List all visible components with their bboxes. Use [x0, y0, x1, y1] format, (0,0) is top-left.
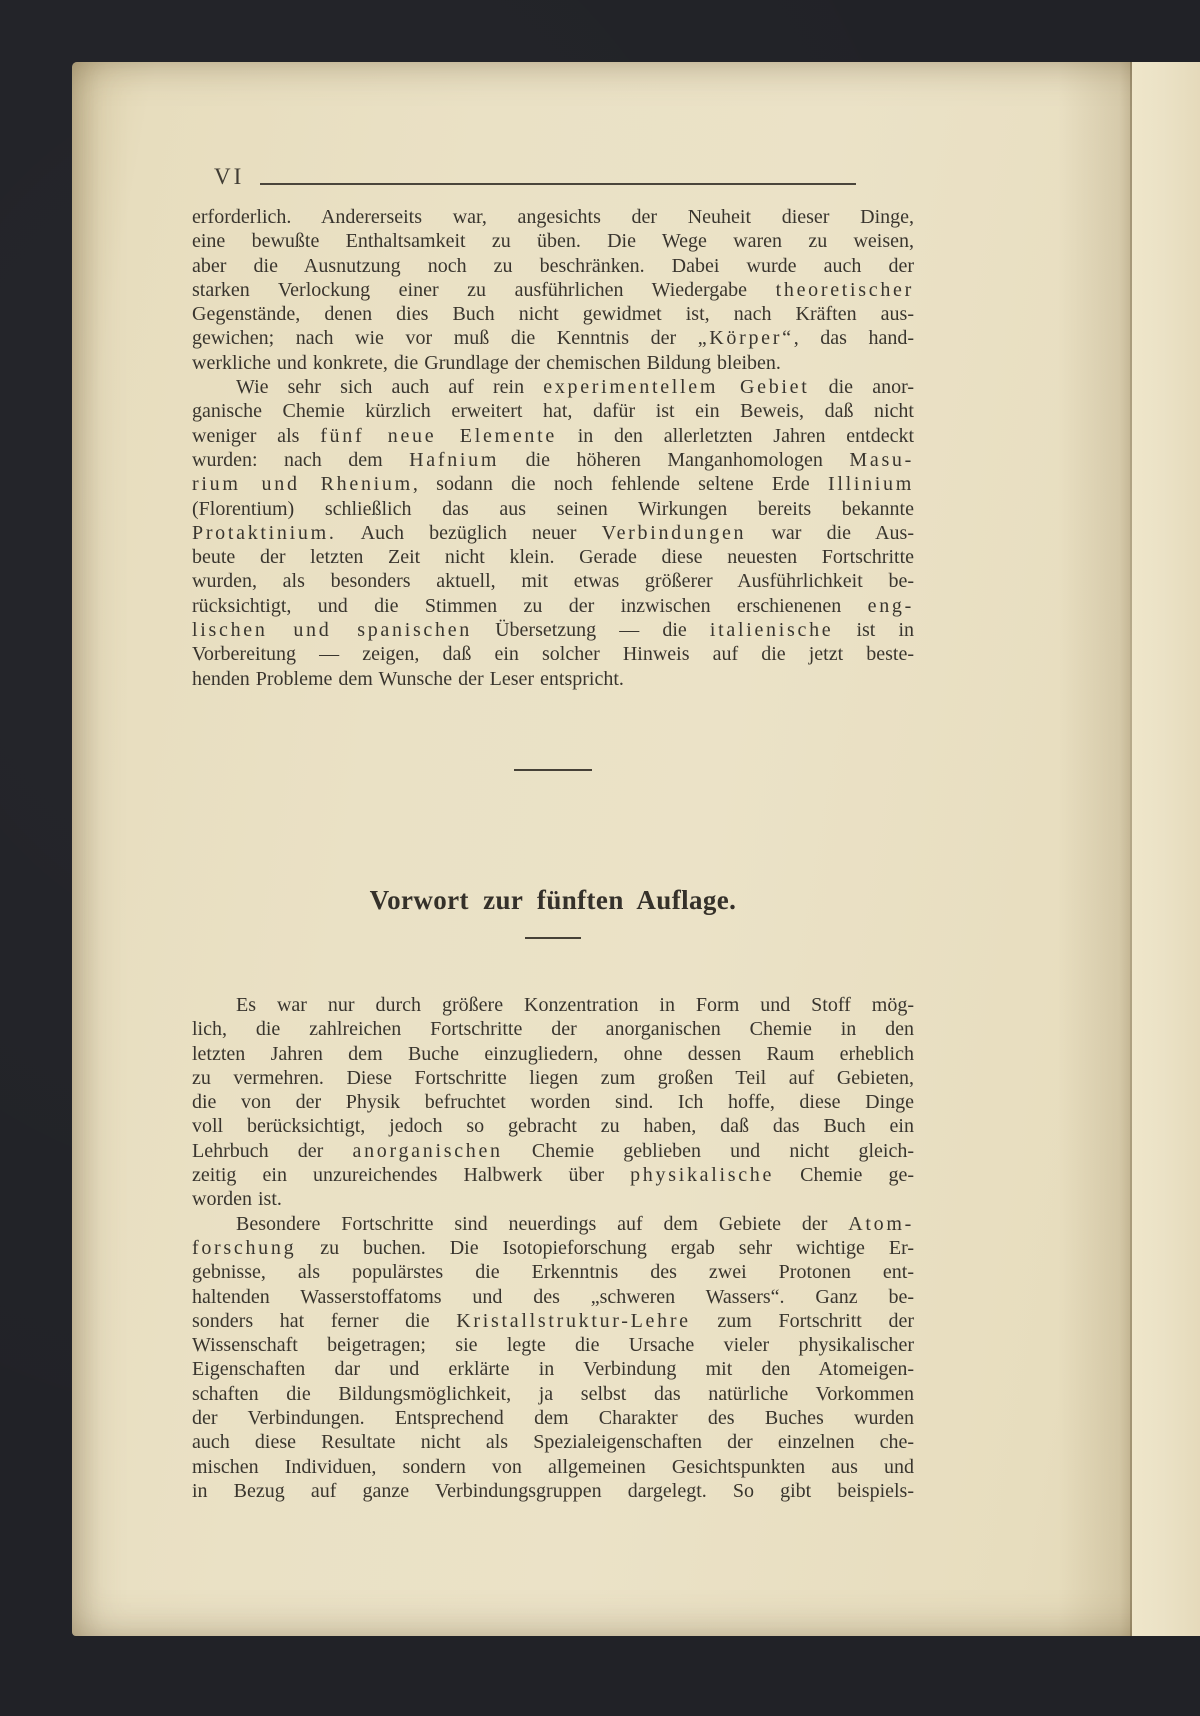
text-line: [192, 1406, 914, 1430]
text-line: [192, 1017, 914, 1041]
emphasized-text: rium und Rhenium: [192, 473, 413, 496]
text-segment: , sodann die noch fehlende seltene Erde: [412, 473, 828, 496]
text-line: [192, 1066, 914, 1090]
page-content: [192, 160, 914, 1503]
text-segment: erforderlich. Andererseits war, angesichts der Neuheit dieser Dinge,: [192, 206, 914, 228]
body-paragraph: [192, 205, 914, 375]
text-line: [192, 1260, 914, 1284]
text-segment: Lehrbuch der: [192, 1139, 353, 1162]
text-line: [192, 1333, 914, 1357]
emphasized-text: physikalische: [630, 1164, 775, 1187]
emphasized-text: Kristallstruktur-Lehre: [456, 1309, 691, 1332]
text-segment: , das hand-: [793, 327, 914, 350]
body-paragraph: [192, 375, 914, 691]
emphasized-text: Verbindungen: [601, 521, 747, 544]
text-line: [192, 1309, 914, 1333]
text-segment: werkliche und konkrete, die Grundlage der chemischen Bildung bleiben.: [192, 351, 781, 374]
emphasized-text: „Körper“: [697, 327, 794, 350]
bottom-text-block: [192, 993, 914, 1503]
text-segment: in Bezug auf ganze Verbindungsgruppen dargelegt. So gibt beispiels-: [192, 1479, 914, 1502]
text-segment: weniger als: [192, 424, 321, 447]
text-segment: war die Aus-: [746, 521, 915, 544]
text-segment: auch diese Resultate nicht als Spezialeigenschaften der einzelnen che-: [192, 1431, 914, 1454]
text-segment: Wissenschaft beigetragen; sie legte die Ursache vieler physikalischer: [192, 1334, 914, 1357]
emphasized-text: experimentellem Gebiet: [543, 376, 810, 399]
emphasized-text: Hafnium: [409, 448, 500, 471]
text-line: [192, 1479, 914, 1503]
text-segment: voll berücksichtigt, jedoch so gebracht zu haben, daß das Buch ein: [192, 1115, 914, 1138]
text-line: [192, 472, 914, 496]
text-segment: Chemie ge-: [774, 1164, 915, 1187]
text-line: [192, 1455, 914, 1479]
text-line: [192, 1163, 914, 1187]
text-line: [192, 1187, 914, 1211]
text-segment: Gegenstände, denen dies Buch nicht gewidmet ist, nach Kräften aus-: [192, 303, 914, 326]
emphasized-text: italienische: [709, 619, 834, 642]
text-line: [192, 1114, 914, 1138]
text-segment: rücksichtigt, und die Stimmen zu der inzwischen erschienenen: [192, 594, 868, 617]
text-line: [192, 667, 914, 691]
text-line: [192, 545, 914, 569]
text-line: [192, 1236, 914, 1260]
text-line: [192, 278, 914, 302]
adjacent-page-edge: [1132, 62, 1200, 1636]
text-segment: in den allerletzten Jahren entdeckt: [556, 424, 915, 447]
text-segment: gewichen; nach wie vor muß die Kenntnis der: [192, 327, 698, 350]
text-segment: schaften die Bildungsmöglichkeit, ja selbst das natürliche Vorkommen: [192, 1382, 914, 1405]
text-line: [192, 521, 914, 545]
text-line: [192, 1042, 914, 1066]
text-segment: Wie sehr sich auch auf rein: [236, 376, 544, 399]
text-segment: die von der Physik befruchtet worden sind. Ich hoffe, diese Dinge: [192, 1091, 914, 1114]
emphasized-text: theoretischer: [775, 278, 914, 301]
emphasized-text: Atom-: [848, 1212, 914, 1235]
text-line: [192, 1357, 914, 1381]
text-line: [192, 326, 914, 350]
text-line: [192, 375, 914, 399]
text-segment: zum Fortschritt der: [690, 1309, 914, 1332]
header-rule: [260, 183, 856, 185]
text-line: [192, 399, 914, 423]
section-divider: [514, 769, 592, 771]
text-line: [192, 497, 914, 521]
text-line: [192, 302, 914, 326]
text-segment: Auch bezüglich neuer: [336, 521, 602, 544]
top-text-block: [192, 205, 914, 691]
text-segment: der Verbindungen. Entsprechend dem Charakter des Buches wurden: [192, 1406, 914, 1429]
text-segment: zu vermehren. Diese Fortschritte liegen zum großen Teil auf Gebieten,: [192, 1066, 914, 1089]
text-segment: henden Probleme dem Wunsche der Leser entspricht.: [192, 667, 624, 690]
page-gutter-shade: [1058, 62, 1130, 1636]
emphasized-text: lischen und spanischen: [192, 619, 472, 642]
text-line: [192, 618, 914, 642]
text-line: [192, 1382, 914, 1406]
text-segment: Eigenschaften dar und erklärte in Verbindung mit den Atomeigen-: [192, 1358, 914, 1381]
text-segment: lich, die zahlreichen Fortschritte der anorganischen Chemie in den: [192, 1018, 914, 1041]
emphasized-text: eng-: [867, 594, 914, 617]
text-segment: Chemie geblieben und nicht gleich-: [502, 1139, 915, 1162]
emphasized-text: fünf neue Elemente: [320, 424, 557, 447]
text-segment: Besondere Fortschritte sind neuerdings auf dem Gebiete der: [236, 1212, 849, 1235]
text-segment: (Florentium) schließlich das aus seinen Wirkungen bereits bekannte: [192, 497, 914, 520]
text-segment: eine bewußte Enthaltsamkeit zu üben. Die Wege waren zu weisen,: [192, 230, 914, 253]
text-segment: Es war nur durch größere Konzentration in Form und Stoff mög-: [236, 993, 914, 1016]
running-header: [192, 160, 914, 190]
text-segment: sonders hat ferner die: [192, 1309, 457, 1332]
text-segment: starken Verlockung einer zu ausführlichen Wiedergabe: [192, 278, 776, 301]
text-segment: die anor-: [809, 376, 914, 399]
body-paragraph: [192, 1212, 914, 1504]
text-line: [192, 424, 914, 448]
text-segment: wurden: nach dem: [192, 448, 410, 471]
text-segment: ganische Chemie kürzlich erweitert hat, dafür ist ein Beweis, daß nicht: [192, 400, 914, 423]
text-segment: mischen Individuen, sondern von allgemeinen Gesichtspunkten aus und: [192, 1455, 914, 1478]
text-line: [192, 351, 914, 375]
text-line: [192, 1285, 914, 1309]
text-segment: zu buchen. Die Isotopieforschung ergab sehr wichtige Er-: [296, 1236, 914, 1259]
text-segment: ist in: [833, 619, 914, 642]
text-segment: gebnisse, als populärstes die Erkenntnis des zwei Protonen ent-: [192, 1261, 914, 1284]
text-line: [192, 1090, 914, 1114]
text-line: [192, 569, 914, 593]
text-line: [192, 1430, 914, 1454]
text-segment: Vorbereitung — zeigen, daß ein solcher Hinweis auf die jetzt beste-: [192, 643, 914, 666]
emphasized-text: Masu-: [849, 448, 914, 471]
text-segment: aber die Ausnutzung noch zu beschränken. Dabei wurde auch der: [192, 254, 914, 277]
heading-divider: [525, 937, 581, 939]
text-segment: wurden, als besonders aktuell, mit etwas größerer Ausführlichkeit be-: [192, 570, 914, 593]
text-line: [192, 1212, 914, 1236]
book-page: [72, 62, 1200, 1636]
text-line: [192, 448, 914, 472]
emphasized-text: anorganischen: [352, 1139, 503, 1162]
text-line: [192, 229, 914, 253]
text-segment: worden ist.: [192, 1188, 282, 1211]
emphasized-text: forschung: [192, 1236, 297, 1259]
text-line: [192, 205, 914, 229]
text-line: [192, 993, 914, 1017]
emphasized-text: Protaktinium.: [192, 521, 337, 544]
text-segment: die höheren Manganhomologen: [499, 448, 850, 471]
body-paragraph: [192, 993, 914, 1212]
text-segment: Übersetzung — die: [472, 619, 710, 642]
text-line: [192, 254, 914, 278]
text-line: [192, 642, 914, 666]
section-heading: Vorwort zur fünften Auflage.: [369, 884, 737, 915]
text-segment: letzten Jahren dem Buche einzugliedern, ohne dessen Raum erheblich: [192, 1042, 914, 1065]
page-number: VI: [214, 164, 245, 189]
text-segment: zeitig ein unzureichendes Halbwerk über: [192, 1164, 631, 1187]
text-segment: haltenden Wasserstoffatoms und des „schweren Wassers“. Ganz be-: [192, 1285, 914, 1308]
text-line: [192, 1139, 914, 1163]
page-fold-line: [1130, 62, 1132, 1636]
text-segment: beute der letzten Zeit nicht klein. Gerade diese neuesten Fortschritte: [192, 546, 914, 569]
emphasized-text: Illinium: [827, 473, 914, 496]
text-line: [192, 594, 914, 618]
